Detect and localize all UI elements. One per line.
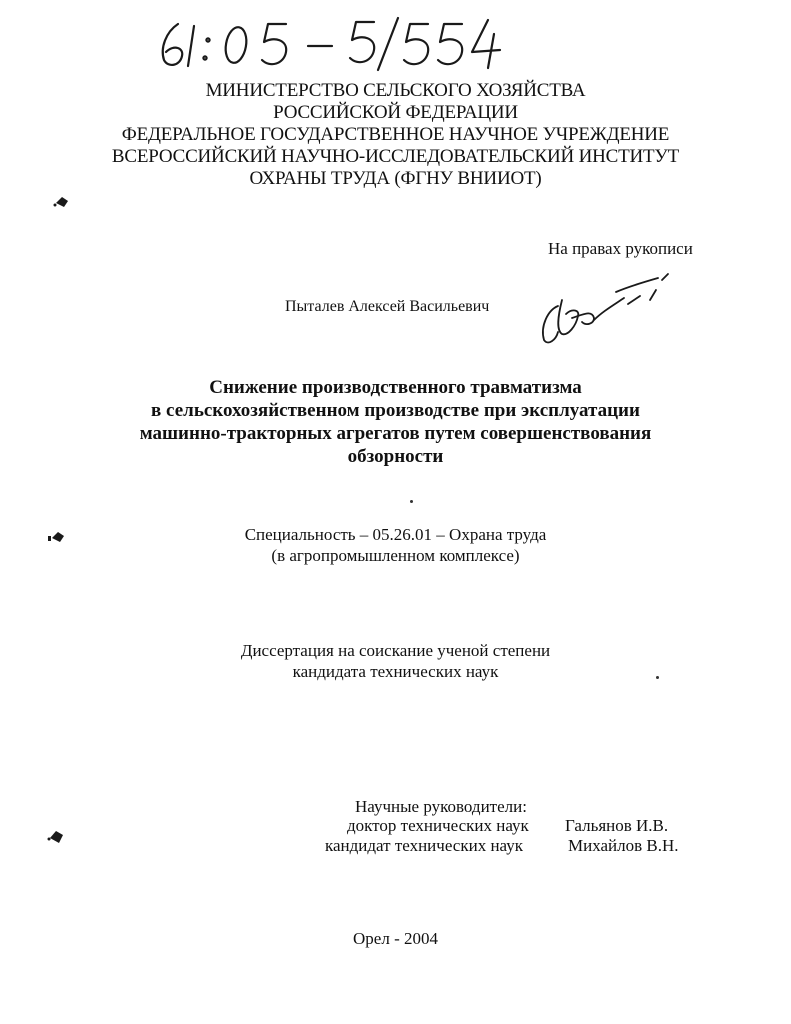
supervisor-degree: доктор технических наук <box>347 816 529 835</box>
title-line: обзорности <box>347 446 444 467</box>
organization-line: ФЕДЕРАЛЬНОЕ ГОСУДАРСТВЕННОЕ НАУЧНОЕ УЧРЕЖДЕНИЕ <box>121 124 670 145</box>
dissertation-title <box>0 376 791 468</box>
manuscript-rights: На правах рукописи <box>548 239 693 258</box>
supervisor-degree: кандидат технических наук <box>325 836 523 855</box>
supervisor-name: Гальянов И.В. <box>565 816 669 835</box>
title-line: машинно-тракторных агрегатов путем совершенствования <box>139 423 652 444</box>
scan-mark-icon <box>52 193 74 211</box>
specialty-line: (в агропромышленном комплексе) <box>271 546 520 565</box>
organization-line: РОССИЙСКОЙ ФЕДЕРАЦИИ <box>273 102 518 123</box>
scan-mark-icon <box>46 828 68 846</box>
organization-header <box>0 80 791 190</box>
title-line: в сельскохозяйственном производстве при эксплуатации <box>151 400 640 421</box>
organization-line: ВСЕРОССИЙСКИЙ НАУЧНО-ИССЛЕДОВАТЕЛЬСКИЙ ИНСТИТУТ <box>111 146 680 167</box>
dissertation-degree-block <box>0 640 791 682</box>
scan-dot <box>410 500 413 503</box>
organization-line: ОХРАНЫ ТРУДА (ФГНУ ВНИИОТ) <box>249 168 542 189</box>
city-year-footer: Орел - 2004 <box>353 929 438 948</box>
supervisors-heading: Научные руководители: <box>355 797 527 816</box>
supervisor-name: Михайлов В.Н. <box>568 836 679 855</box>
title-line: Снижение производственного травматизма <box>209 377 582 398</box>
handwritten-archive-code <box>150 12 530 72</box>
degree-line: Диссертация на соискание ученой степени <box>240 641 551 660</box>
specialty-line: Специальность – 05.26.01 – Охрана труда <box>244 525 547 544</box>
specialty-block <box>0 524 791 566</box>
organization-line: МИНИСТЕРСТВО СЕЛЬСКОГО ХОЗЯЙСТВА <box>205 80 586 101</box>
degree-line: кандидата технических наук <box>292 662 499 681</box>
signature-icon <box>532 270 682 350</box>
author-name: Пыталев Алексей Васильевич <box>285 298 490 315</box>
